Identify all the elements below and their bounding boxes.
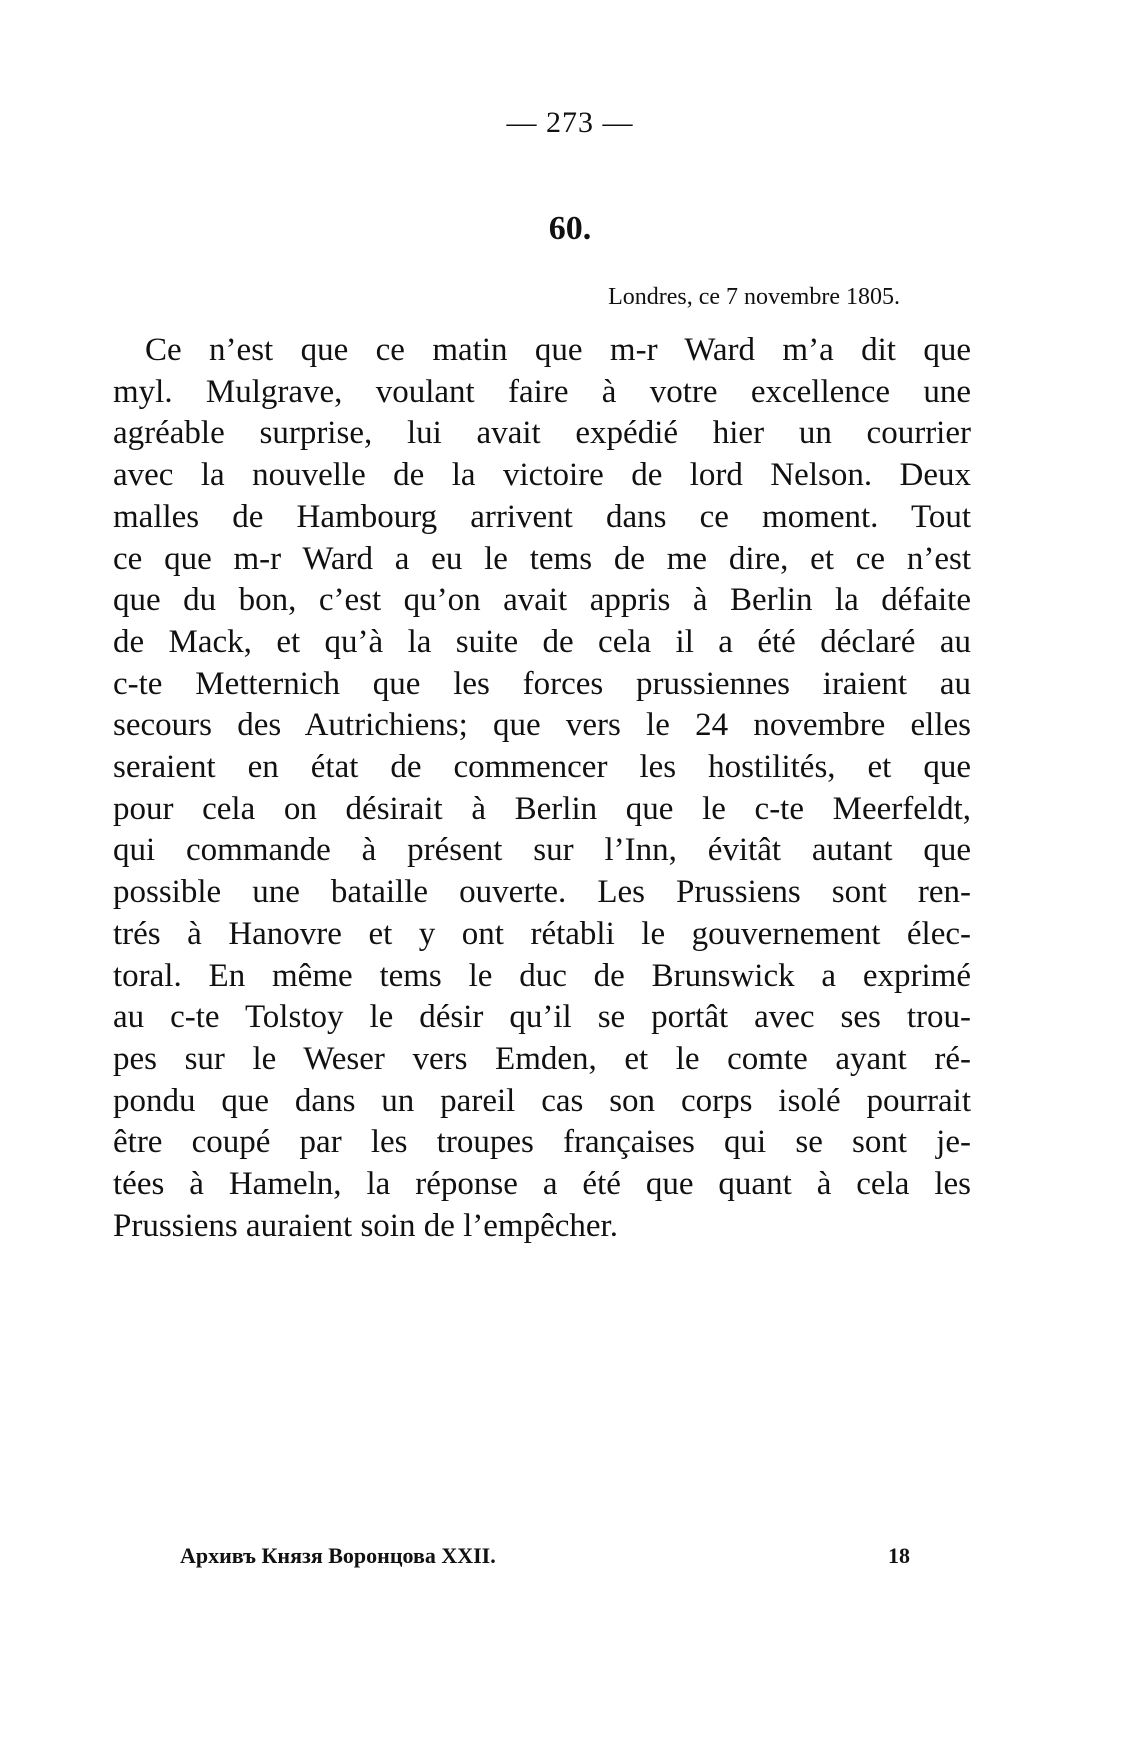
- body-line: qui commande à présent sur l’Inn, évitât autant que: [113, 832, 971, 869]
- page-number: — 273 —: [506, 106, 634, 139]
- body-line: pes sur le Weser vers Emden, et le comte ayant ré-: [113, 1040, 971, 1077]
- letter-number: 60.: [548, 210, 592, 247]
- letter-body: [113, 330, 971, 1247]
- body-line: de Mack, et qu’à la suite de cela il a été déclaré au: [113, 623, 971, 660]
- body-line: ce que m-r Ward a eu le tems de me dire, et ce n’est: [113, 540, 971, 577]
- body-line: myl. Mulgrave, voulant faire à votre excellence une: [113, 373, 971, 410]
- body-line: que du bon, c’est qu’on avait appris à Berlin la défaite: [113, 582, 971, 619]
- body-line: malles de Hambourg arrivent dans ce moment. Tout: [113, 498, 971, 535]
- body-line: tées à Hameln, la réponse a été que quant à cela les: [113, 1166, 971, 1203]
- body-line: pondu que dans un pareil cas son corps isolé pourrait: [113, 1082, 971, 1119]
- body-line: seraient en état de commencer les hostilités, et que: [113, 749, 971, 786]
- footer-sheet-number: 18: [888, 1543, 910, 1568]
- body-line: Ce n’est que ce matin que m-r Ward m’a dit que: [145, 332, 971, 368]
- body-line: avec la nouvelle de la victoire de lord Nelson. Deux: [113, 457, 971, 494]
- dateline: Londres, ce 7 novembre 1805.: [608, 284, 900, 310]
- body-line: agréable surprise, lui avait expédié hier un courrier: [113, 415, 971, 452]
- body-line: c-te Metternich que les forces prussiennes iraient au: [113, 665, 971, 702]
- body-line: possible une bataille ouverte. Les Prussiens sont ren-: [113, 874, 971, 911]
- body-line: au c-te Tolstoy le désir qu’il se portât avec ses trou-: [113, 999, 971, 1036]
- body-line: trés à Hanovre et y ont rétabli le gouvernement élec-: [113, 915, 971, 952]
- body-line: Prussiens auraient soin de l’empêcher.: [113, 1207, 618, 1244]
- footer-title: Архивъ Князя Воронцова XXII.: [180, 1543, 496, 1568]
- body-line: être coupé par les troupes françaises qui se sont je-: [113, 1124, 971, 1161]
- body-line: pour cela on désirait à Berlin que le c-te Meerfeldt,: [113, 790, 971, 827]
- body-line: toral. En même tems le duc de Brunswick a exprimé: [113, 957, 971, 994]
- body-line: secours des Autrichiens; que vers le 24 novembre elles: [113, 707, 971, 744]
